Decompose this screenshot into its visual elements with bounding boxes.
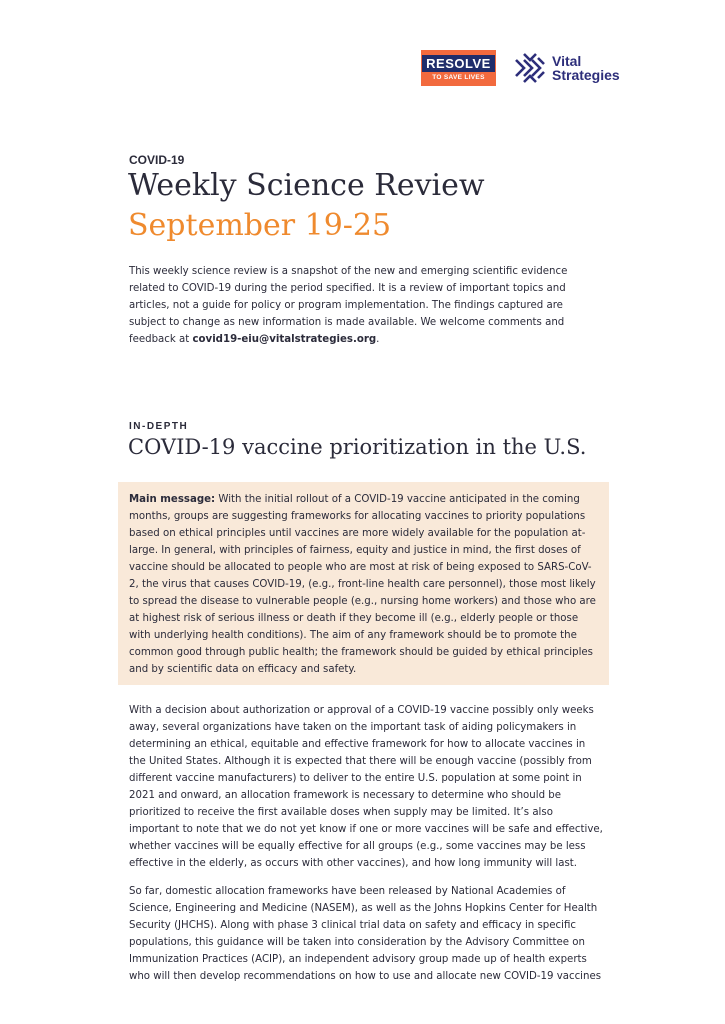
main-message-paragraph — [129, 491, 599, 678]
section-kicker: IN-DEPTH — [129, 421, 189, 432]
vital-strategies-line2: Strategies — [552, 67, 620, 83]
section-title: COVID-19 vaccine prioritization in the U.S. — [128, 435, 587, 459]
resolve-logo — [421, 50, 496, 86]
body-paragraph-1: With a decision about authorization or approval of a COVID-19 vaccine possibly only weeks away, several organizations have taken on the important task of aiding policymakers in determining an ethical, equitable and effective framework for how to allocate vaccines in the United States. Although it is expected that there will be enough vaccine (possibly from different vaccine manufacturers) to deliver to the entire U.S. population at some point in 2021 and onward, an allocation framework is necessary to determine who should be prioritized to receive the first available doses when supply may be limited. It’s also important to note that we do not yet know if one or more vaccines will be safe and effective, whether vaccines will be equally effective for all groups (e.g., some vaccines may be less effective in the elderly, as occurs with other vaccines), and how long immunity will last. — [129, 705, 603, 869]
intro-end: . — [376, 334, 380, 345]
intro-text: This weekly science review is a snapshot of the new and emerging scientific evidence related to COVID-19 during the period specified. It is a review of important topics and articles, not a guide for policy or program implementation. The findings captured are subject to change as new information is made available. We welcome comments and feedback at — [129, 266, 568, 345]
vital-strategies-mark-icon — [512, 50, 548, 86]
header-logos — [421, 50, 620, 86]
document-date-range: September 19-25 — [128, 208, 392, 243]
resolve-logo-text: RESOLVE — [422, 55, 495, 72]
body-paragraph-2: So far, domestic allocation frameworks have been released by National Academies of Science, Engineering and Medicine (NASEM), as well as the Johns Hopkins Center for Health Security (JHCHS). Along with phase 3 clinical trial data on safety and efficacy in specific populations, this guidance will be taken into consideration by the Advisory Committee on Immunization Practices (ACIP), an independent advisory group made up of health experts who will then develop recommendations on how to use and allocate new COVID-19 vaccines — [129, 886, 602, 982]
feedback-email-link[interactable]: covid19-eiu@vitalstrategies.org — [192, 334, 377, 345]
intro-paragraph — [129, 263, 603, 348]
main-message-text: With the initial rollout of a COVID-19 vaccine anticipated in the coming months, groups are suggesting frameworks for allocating vaccines to priority populations based on ethical principles until vaccines are more widely available for the population at-large. In general, with principles of fairness, equity and justice in mind, the first doses of vaccine should be allocated to people who are most at risk of being exposed to SARS-CoV-2, the virus that causes COVID-19, (e.g., front-line health care personnel), those most likely to spread the disease to vulnerable people (e.g., nursing home workers) and those who are at highest risk of serious illness or death if they become ill (e.g., elderly people or those with underlying health conditions). The aim of any framework should be to promote the common good through public health; the framework should be guided by ethical principles and by scientific data on efficacy and safety. — [129, 494, 596, 675]
vital-strategies-logo — [512, 50, 620, 86]
resolve-logo-tagline: TO SAVE LIVES — [432, 74, 485, 81]
document-title: Weekly Science Review — [128, 168, 485, 203]
vital-strategies-line1: Vital — [552, 53, 582, 69]
vital-strategies-wordmark — [552, 54, 620, 82]
main-message-label: Main message: — [129, 494, 216, 505]
document-kicker: COVID-19 — [129, 153, 185, 167]
main-message-callout — [118, 482, 609, 685]
